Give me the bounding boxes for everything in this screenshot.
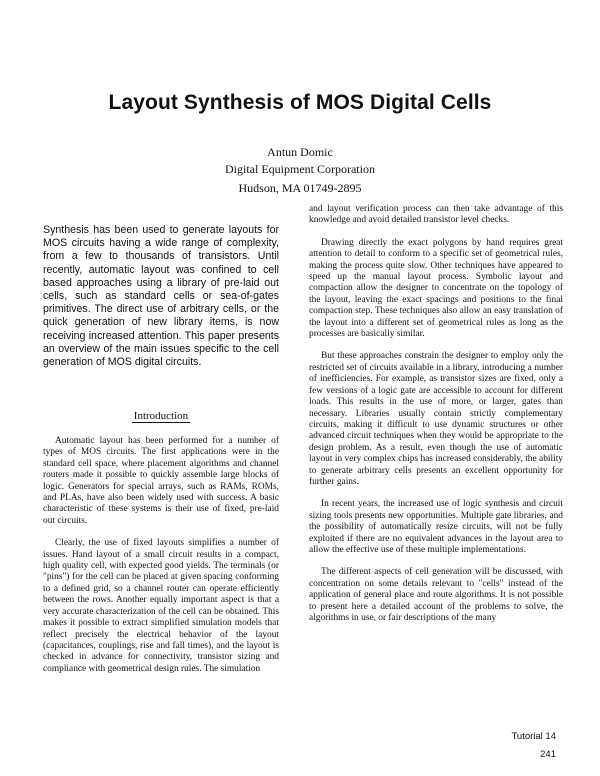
abstract-text: Synthesis has been used to generate layouts for MOS circuits having a wide range of complexity, from a few to thousands of transistors. Until recently, automatic layout was confined to cell based approaches using a library of pre-laid out cells, such as standard cells or sea-of-gates primitives. The direct use of arbitrary cells, or the quick generation of new library items, is now receiving increased attention. This paper presents an overview of the main issues specific to the cell generation of MOS digital circuits. — [43, 224, 279, 369]
paragraph: Clearly, the use of fixed layouts simplifies a number of issues. Hand layout of a small circuit results in a compact, high quality cell, with expected good yields. The terminals (or "pins") for the cell can be placed at given spacing conforming to a defined grid, so a channel router can operate efficiently between the rows. Another equally important aspect is that a very accurate characterization of the cell can be obtained. This makes it possible to extract simplified simulation models that reflect precisely the electrical behavior of the layout (capacitances, couplings, rise and fall times), and the layout is checked in advance for connectivity, transistor sizing and compliance with geometrical design rules. The simulation — [43, 538, 279, 674]
author-name: Antun Domic — [267, 145, 333, 159]
paragraph-continued: and layout verification process can then take advantage of this knowledge and avoid detailed transistor level checks. — [309, 204, 563, 226]
paragraph: Drawing directly the exact polygons by hand requires great attention to detail to conform to a specific set of geometrical rules, making the process quite slow. Other techniques have appeared to speed up the manual layout process. Symbolic layout and compaction allow the designer to concentrate on the topology of the layout, leaving the exact spacings and positions to the final compaction step. These techniques also allow an easy translation of the layout into a different set of geometrical rules as long as the processes are basically similar. — [309, 237, 563, 340]
introduction-heading — [43, 410, 279, 422]
paragraph: The different aspects of cell generation will be discussed, with concentration on some details relevant to "cells" instead of the application of general place and route algorithms. It is not possible to present here a detailed account of the problems to solve, the algorithms in use, or fair descriptions of the many — [309, 567, 563, 623]
paragraph: In recent years, the increased use of logic synthesis and circuit sizing tools presents new opportunities. Multiple gate libraries, and the possibility of automatically resize circuits, will not be fully exploited if there are no equivalent advances in the layout area to allow the effective use of these multiple implementations. — [309, 499, 563, 555]
author-address: Hudson, MA 01749-2895 — [238, 181, 362, 195]
author-affiliation: Digital Equipment Corporation — [225, 162, 375, 176]
paper-title: Layout Synthesis of MOS Digital Cells — [108, 91, 492, 114]
introduction-heading-text: Introduction — [133, 410, 189, 422]
footer-label: Tutorial 14 — [511, 731, 556, 742]
left-column-body — [43, 436, 279, 675]
page-number: 241 — [540, 749, 556, 760]
paragraph: But these approaches constrain the designer to employ only the restricted set of circuits available in a library, introducing a number of inefficiencies. For example, as transistor sizes are fixed, only a few versions of a logic gate are accessible to account for different loads. This results in the use of more, or larger, gates than necessary. Libraries usually contain strictly complementary circuits, making it difficult to use dynamic structures or other advanced circuit techniques when they would be appropriate to the design problem. As a result, even though the use of automatic layout in very complex chips has increased considerably, the ability to generate arbitrary cells presents an excellent opportunity for further gains. — [309, 351, 563, 487]
paragraph: Automatic layout has been performed for a number of types of MOS circuits. The first applications were in the standard cell space, where placement algorithms and channel routers made it possible to quickly assemble large blocks of logic. Generators for special arrays, such as RAMs, ROMs, and PLAs, have also been widely used with success. A basic characteristic of these systems is their use of fixed, pre-laid out circuits. — [43, 436, 279, 526]
right-column-body — [309, 204, 563, 624]
